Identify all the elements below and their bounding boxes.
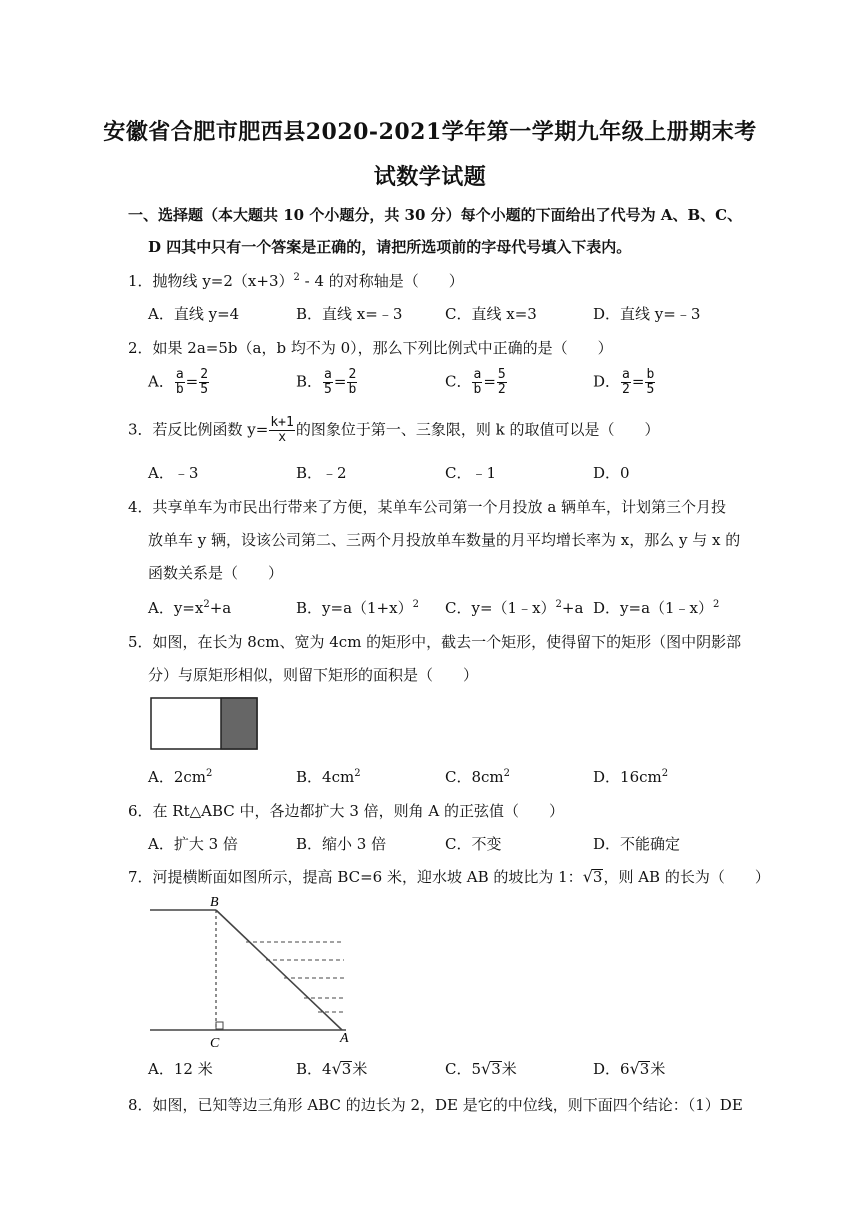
question-7: 7．河提横断面如图所示，提高 BC=6 米，迎水坡 AB 的坡比为 1：√3，则 AB 的长为（ ） [128, 867, 770, 886]
question-1 [128, 270, 464, 291]
q2-option-c: C． $\frac{a}{b}$ = $\frac{5}{2}$ [445, 367, 506, 397]
q7-option-a: A．12 米 [148, 1060, 213, 1078]
q1-exponent: 2 [293, 272, 300, 283]
q7-option-c: C．5√3米 [445, 1059, 517, 1078]
q5-shaded-rectangle [221, 698, 257, 749]
q7-embankment-figure [146, 892, 366, 1052]
q5-rectangle-figure [150, 697, 260, 751]
q4-option-a: A．$y=x^2+a$ [148, 599, 232, 617]
question-8-line1: 8．如图，已知等边三角形 ABC 的边长为 2，DE 是它的中位线，则下面四个结论：（1）DE [128, 1096, 743, 1114]
q7-label-c: C [210, 1036, 220, 1051]
q7-post: ，则 AB 的长为（ ） [603, 868, 770, 886]
q1-option-a: A．直线 y=4 [148, 305, 240, 323]
q2-d-right-fraction: $\frac{b}{5}$ [646, 367, 655, 397]
q2-b-left-fraction: $\frac{a}{5}$ [324, 367, 332, 397]
q7-label-a: A [340, 1031, 349, 1046]
q5-option-b: B．$4cm^2$ [296, 768, 361, 786]
q7-option-b: B．4√3米 [296, 1059, 368, 1078]
q2-option-a: A． $\frac{a}{b}$ = $\frac{2}{5}$ [148, 367, 209, 397]
q1-post: - 4 的对称轴是（ ） [299, 272, 464, 290]
q4-option-b: B．$y=a(1+x)^2$ [296, 599, 419, 617]
q1-pre: 抛物线 [152, 272, 203, 290]
q4-option-d: D．y=a（1﹣x）$^2$ [593, 599, 720, 617]
q1-number: 1． [128, 272, 153, 290]
q6-option-c: C．不变 [445, 835, 502, 853]
q3-option-c: C．﹣1 [445, 464, 497, 482]
q3-pre: 3．若反比例函数 y= [128, 420, 269, 439]
page-title-line1: 安徽省合肥市肥西县2020-2021学年第一学期九年级上册期末考 [103, 119, 757, 145]
q1-option-b: B．直线 x=﹣3 [296, 305, 403, 323]
question-2: 2．如果 2a=5b（a，b 均不为 0），那么下列比例式中正确的是（ ） [128, 339, 613, 357]
q2-option-b: B． $\frac{a}{5}$ = $\frac{2}{b}$ [296, 367, 357, 397]
q2-b-right-fraction: $\frac{2}{b}$ [348, 367, 357, 397]
q2-option-d: D． $\frac{a}{2}$ = $\frac{b}{5}$ [593, 367, 655, 397]
q7-option-d: D．6√3米 [593, 1059, 666, 1078]
q2-d-left-fraction: $\frac{a}{2}$ [622, 367, 630, 397]
page-title-line2: 试数学试题 [373, 164, 487, 190]
q7-right-angle-mark [216, 1022, 223, 1029]
q2-c-right-fraction: $\frac{5}{2}$ [497, 367, 506, 397]
q7-slope-line [216, 910, 342, 1030]
section-header-line2: D 四其中只有一个答案是正确的，请把所选项前的字母代号填入下表内。 [148, 238, 632, 256]
q1-option-c: C．直线 x=3 [445, 305, 537, 323]
q1-expr: y=2（x+3） [202, 272, 294, 290]
q4-option-c: C．y=（1﹣x）$^2$+a [445, 599, 584, 617]
q3-post: 的图象位于第一、三象限，则 k 的取值可以是（ ） [295, 420, 660, 439]
question-4-line2: 放单车 y 辆，设该公司第二、三两个月投放单车数量的月平均增长率为 x，那么 y 与 x 的 [148, 531, 741, 549]
q2-c-left-fraction: $\frac{a}{b}$ [473, 367, 482, 397]
q6-option-a: A．扩大 3 倍 [148, 835, 238, 853]
q7-label-b: B [210, 895, 219, 910]
question-4-line3: 函数关系是（ ） [148, 564, 284, 582]
q3-option-b: B．﹣2 [296, 464, 347, 482]
question-5-line1: 5．如图，在长为 8cm、宽为 4cm 的矩形中，截去一个矩形，使得留下的矩形（图中阴影部 [128, 633, 742, 651]
section-header-line1: 一、选择题（本大题共 10 个小题分，共 30 分）每个小题的下面给出了代号为 A、B、C、 [128, 206, 743, 224]
q7-pre: 7．河提横断面如图所示，提高 BC=6 米，迎水坡 AB 的坡比为 1： [128, 868, 583, 886]
q5-option-a: A．$2cm^2$ [148, 768, 213, 786]
question-5-line2: 分）与原矩形相似，则留下矩形的面积是（ ） [148, 666, 479, 684]
q3-option-a: A．﹣3 [148, 464, 199, 482]
q6-option-b: B．缩小 3 倍 [296, 835, 387, 853]
q3-option-d: D．0 [593, 464, 630, 482]
q5-option-c: C．$8cm^2$ [445, 768, 511, 786]
question-3 [128, 416, 659, 445]
question-4-line1: 4．共享单车为市民出行带来了方便，某单车公司第一个月投放 a 辆单车，计划第三个月投 [128, 498, 727, 516]
q2-a-left-fraction: $\frac{a}{b}$ [175, 367, 184, 397]
q2-a-right-fraction: $\frac{2}{5}$ [200, 367, 209, 397]
q1-option-d: D．直线 y=﹣3 [593, 305, 701, 323]
q6-option-d: D．不能确定 [593, 835, 681, 853]
q3-fraction: $\frac{k+1}{x}$ [270, 415, 294, 445]
question-6: 6．在 Rt△ABC 中，各边都扩大 3 倍，则角 A 的正弦值（ ） [128, 802, 564, 820]
q5-option-d: D．$16cm^2$ [593, 768, 669, 786]
q7-sqrt: 3 [592, 868, 603, 886]
